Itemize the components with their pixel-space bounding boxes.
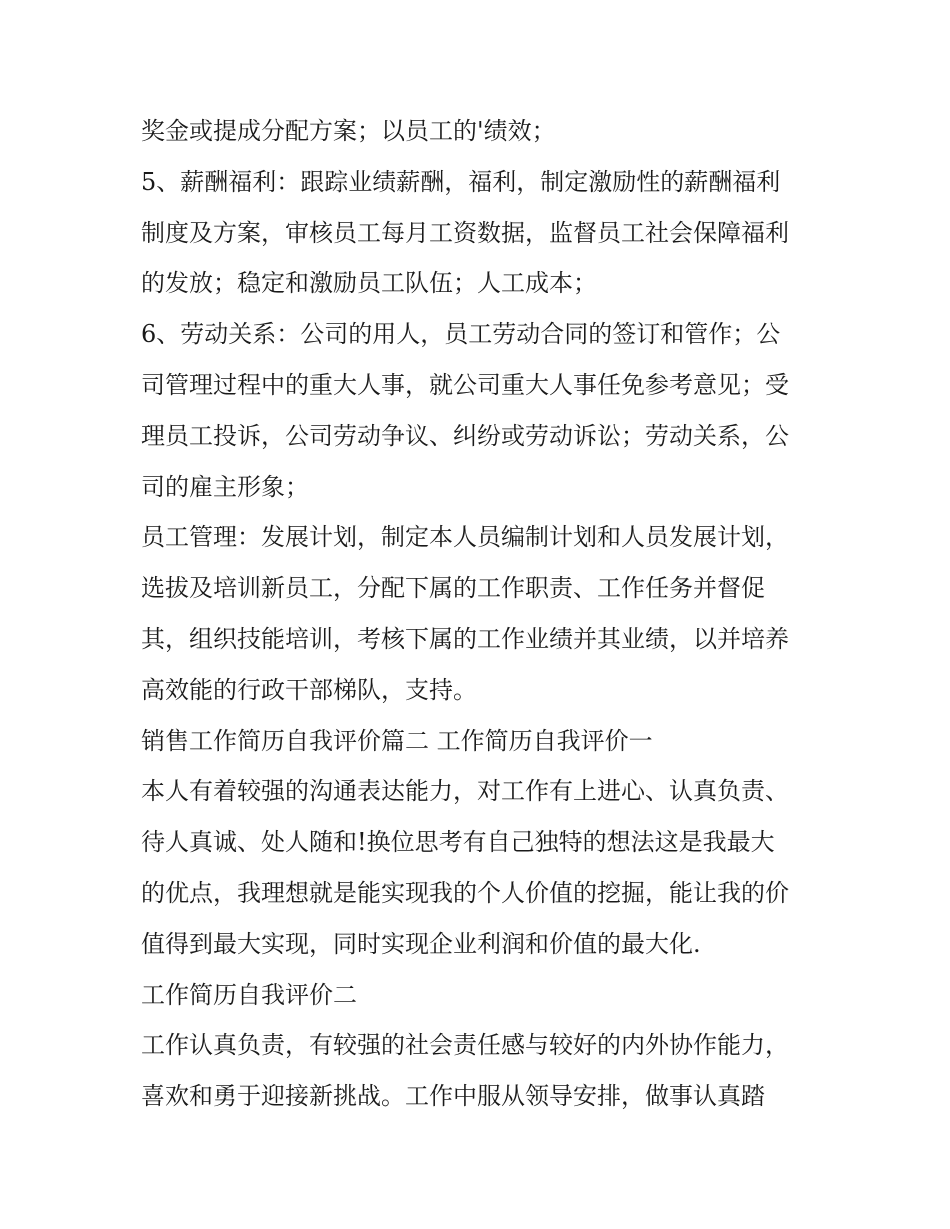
text-line-1: 奖金或提成分配方案；以员工的'绩效； [141, 117, 556, 145]
text-line-11: 其，组织技能培训，考核下属的工作业绩并其业绩，以并培养 [141, 624, 789, 653]
text-line-17: 值得到最大实现，同时实现企业利润和价值的最大化. [141, 929, 701, 958]
text-line-12: 高效能的行政干部梯队，支持。 [141, 675, 477, 704]
text-line-9: 员工管理：发展计划，制定本人员编制计划和人员发展计划， [141, 523, 789, 552]
text-line-3: 制度及方案，审核员工每月工资数据，监督员工社会保障福利 [141, 218, 789, 247]
text-line-4: 的发放；稳定和激励员工队伍；人工成本； [141, 269, 597, 298]
text-line-8: 司的雇主形象； [141, 472, 309, 501]
text-line-20: 喜欢和勇于迎接新挑战。工作中服从领导安排，做事认真踏 [141, 1082, 765, 1111]
document-body [141, 106, 821, 1122]
text-line-19: 工作认真负责，有较强的社会责任感与较好的内外协作能力， [141, 1031, 789, 1060]
text-line-14: 本人有着较强的沟通表达能力，对工作有上进心、认真负责、 [141, 777, 789, 806]
text-line-10: 选拔及培训新员工，分配下属的工作职责、工作任务并督促 [141, 574, 765, 603]
text-line-15: 待人真诚、处人随和!换位思考有自己独特的想法这是我最大 [141, 828, 775, 857]
text-line-16: 的优点，我理想就是能实现我的个人价值的挖掘，能让我的价 [141, 878, 789, 907]
text-line-5: 6、劳动关系：公司的用人，员工劳动合同的签订和管作；公 [141, 320, 781, 349]
text-line-6: 司管理过程中的重大人事，就公司重大人事任免参考意见；受 [141, 370, 789, 399]
text-line-7: 理员工投诉，公司劳动争议、纠纷或劳动诉讼；劳动关系，公 [141, 421, 789, 450]
section-heading: 销售工作简历自我评价篇二 工作简历自我评价一 [141, 726, 653, 755]
subsection-heading: 工作简历自我评价二 [141, 980, 357, 1009]
text-line-2: 5、薪酬福利：跟踪业绩薪酬，福利，制定激励性的薪酬福利 [141, 167, 781, 196]
